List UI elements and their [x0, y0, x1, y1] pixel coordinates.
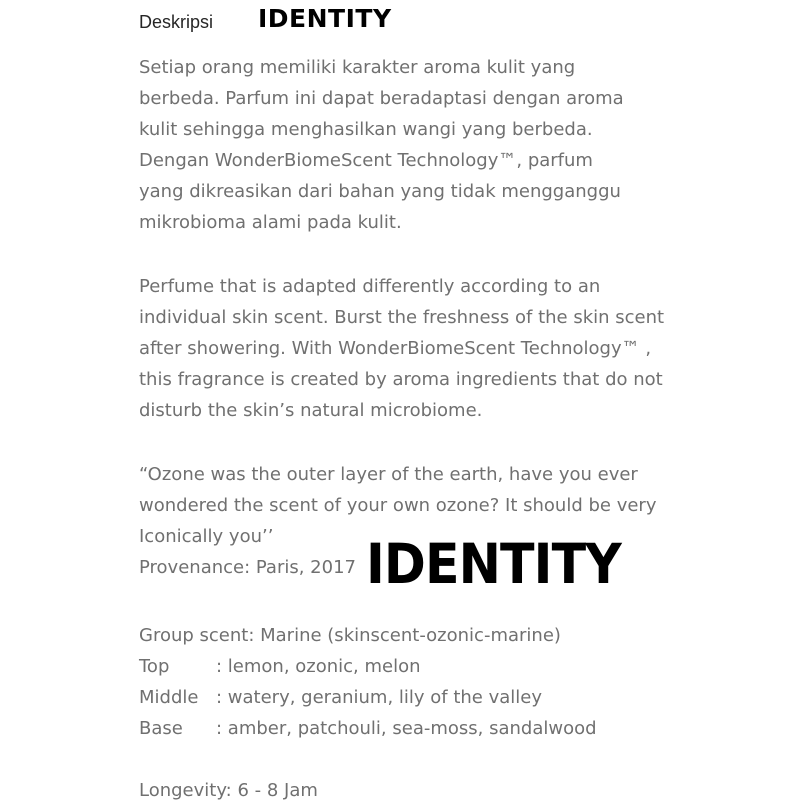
group-scent: Group scent: Marine (skinscent-ozonic-marine)	[139, 625, 561, 646]
section-title: Deskripsi	[139, 12, 214, 32]
note-value: : lemon, ozonic, melon	[216, 656, 421, 677]
note-value: : watery, geranium, lily of the valley	[216, 687, 543, 708]
description-english: Perfume that is adapted differently according to an individual skin scent. Burst the freshness of the skin scent after showering. With WonderBiomeScent Technology™ , this fragrance is created by aroma ingredients that do not disturb the skin’s natural microbiome.	[139, 276, 665, 421]
note-value: : amber, patchouli, sea-moss, sandalwood	[216, 718, 597, 739]
note-key: Top	[139, 656, 170, 677]
note-key: Base	[139, 718, 183, 739]
brand-quote: “Ozone was the outer layer of the earth, have you ever wondered the scent of your own ozone? It should be very Iconically you’’	[139, 464, 657, 547]
brand-logo-large: IDENTITY	[366, 532, 621, 596]
longevity-text: Longevity: 6 - 8 Jam	[139, 780, 318, 801]
note-key: Middle	[139, 687, 199, 708]
description-indonesian: Setiap orang memiliki karakter aroma kulit yang berbeda. Parfum ini dapat beradaptasi dengan aroma kulit sehingga menghasilkan wangi yang berbeda. Dengan WonderBiomeScent Technology™, parfum yang dikreasikan dari bahan yang tidak mengganggu mikrobioma alami pada kulit.	[139, 57, 624, 233]
provenance-text: Provenance: Paris, 2017	[139, 557, 356, 578]
brand-title: IDENTITY	[258, 4, 392, 33]
